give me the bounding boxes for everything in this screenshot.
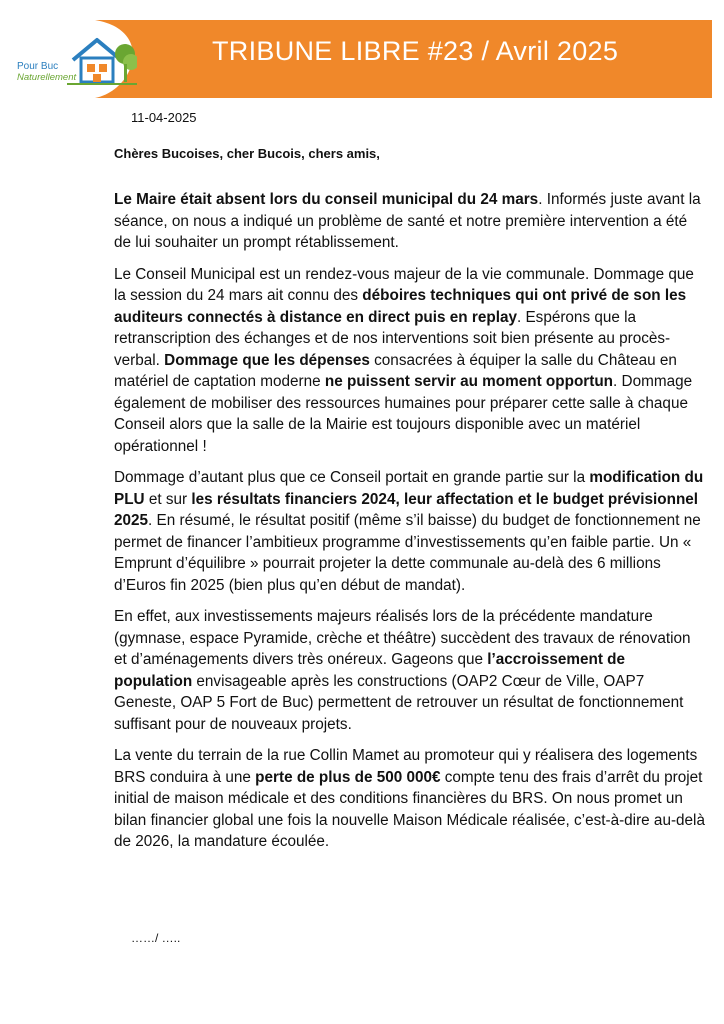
paragraph: [114, 264, 706, 458]
body-text: Dommage d’autant plus que ce Conseil portait en grande partie sur la: [114, 469, 590, 486]
publication-date: 11-04-2025: [131, 110, 197, 125]
emphasis-text: perte de plus de 500 000€: [255, 768, 441, 786]
emphasis-text: déboires techniques qui ont privé de son les auditeurs connectés à distance en direct puis en replay: [114, 287, 687, 326]
article-body: [114, 189, 706, 863]
body-text: compte tenu des frais d’arrêt du projet initial de maison médicale et des conditions financières du BRS. On nous promet un bilan financier global une fois la nouvelle Maison Médicale réalisée, c’est-à-dire au-delà de 2026, la mandature écoulée.: [114, 768, 705, 850]
emphasis-text: Le Maire était absent lors du conseil municipal du 24 mars: [114, 191, 539, 208]
emphasis-text: ne puissent servir au moment opportun: [324, 373, 614, 390]
body-text: . Dommage également de mobiliser des ressources humaines pour préparer cette salle à chaque Conseil alors que la salle de la Mairie est toujours disponible avec un matériel opérationnel !: [114, 373, 693, 455]
body-text: envisageable après les constructions (OAP2 Cœur de Ville, OAP7 Geneste, OAP 5 Fort de Buc) permettent de retrouver un résultat de fonctionnement suffisant pour de nouveaux projets.: [114, 672, 684, 733]
body-text: . En résumé, le résultat positif (même s’il baisse) du budget de fonctionnement ne permet de financer l’ambitieux programme d’investissements qu’en faible partie. Un « Emprunt d’équilibre » pourrait projeter la dette communale au-delà des 6 millions d’Euros fin 2025 (bien plus qu’en début de mandat).: [114, 512, 701, 594]
emphasis-text: Dommage que les dépenses: [164, 351, 370, 369]
body-text: et sur: [144, 490, 192, 508]
logo-tagline: Naturellement: [17, 72, 77, 83]
paragraph: [114, 606, 706, 735]
continuation-marker: ……/ …..: [131, 931, 181, 945]
body-text: consacrées à équiper la salle du Château en matériel de captation moderne: [114, 351, 677, 390]
body-text: Le Conseil Municipal est un rendez-vous majeur de la vie communale. Dommage que la session du 24 mars ait connu des: [114, 265, 694, 304]
emphasis-text: modification du PLU: [114, 469, 704, 508]
emphasis-text: les résultats financiers 2024, leur affectation et le budget prévisionnel 2025: [114, 490, 699, 529]
logo-text: Pour Buc: [17, 61, 59, 72]
emphasis-text: l’accroissement de population: [114, 651, 626, 690]
paragraph: [114, 467, 706, 596]
paragraph: [114, 745, 706, 853]
body-text: En effet, aux investissements majeurs réalisés lors de la précédente mandature (gymnase, espace Pyramide, crèche et théâtre) succèdent des travaux de rénovation et d’aménagements divers très onéreux. Gageons que: [114, 608, 691, 668]
greeting: Chères Bucoises, cher Bucois, chers amis,: [114, 146, 380, 161]
body-text: . Informés juste avant la séance, on nous a indiqué un problème de santé et notre première intervention a été de lui souhaiter un prompt rétablissement.: [114, 191, 701, 251]
page-title: TRIBUNE LIBRE #23 / Avril 2025: [212, 36, 619, 66]
body-text: La vente du terrain de la rue Collin Mamet au promoteur qui y réalisera des logements BRS conduira à une: [114, 747, 698, 786]
body-text: . Espérons que la retranscription des échanges et de nos interventions soit bien présente au procès-verbal.: [114, 308, 671, 369]
paragraph: [114, 189, 706, 254]
